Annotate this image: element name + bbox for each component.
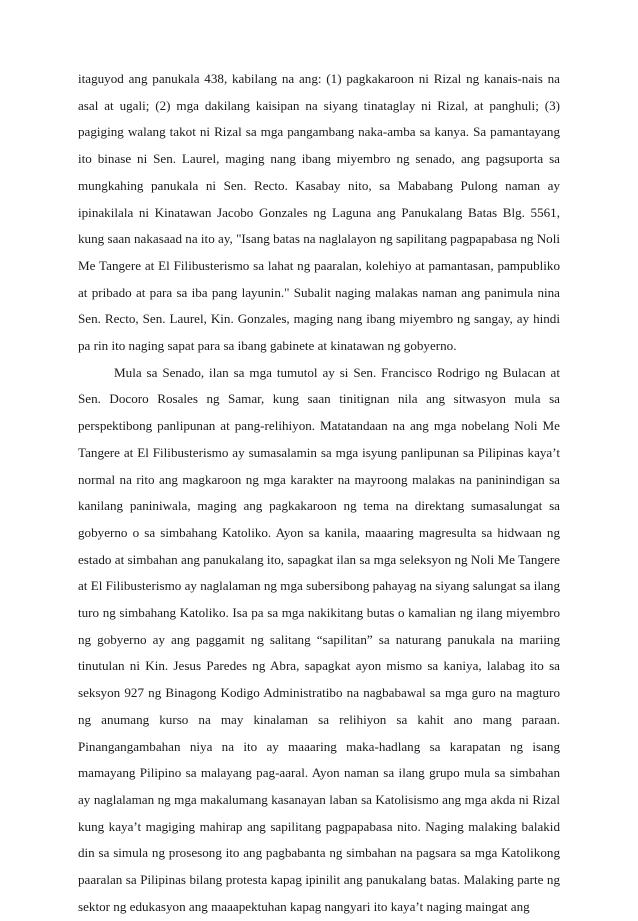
paragraph-1: itaguyod ang panukala 438, kabilang na ang: (1) pagkakaroon ni Rizal ng kanais-nais na asal at ugali; (2) mga dakilang kaisipan na siyang tinataglay ni Rizal, at panghuli; (3) pagiging walang takot ni Rizal sa mga pangambang naka-amba sa kanya. Sa pamantayang ito binase ni Sen. Laurel, maging nang ibang miyembro ng senado, ang pagsuporta sa mungkahing panukala ni Sen. Recto. Kasabay nito, sa Mababang Pulong naman ay ipinakilala ni Kinatawan Jacobo Gonzales ng Laguna ang Panukalang Batas Blg. 5561, kung saan nakasaad na ito ay, "Isang batas na naglalayon ng sapilitang pagpapabasa ng Noli Me Tangere at El Filibusterismo sa lahat ng paaralan, kolehiyo at pamantasan, pampubliko at pribado at para sa iba pang layunin." Subalit naging malakas naman ang panimula nina Sen. Recto, Sen. Laurel, Kin. Gonzales, maging nang ibang miyembro ng sangay, ay hindi pa rin ito naging sapat para sa ibang gabinete at kinatawan ng gobyerno. [78,71,560,354]
document-body [78,66,560,921]
paragraph-2: Mula sa Senado, ilan sa mga tumutol ay si Sen. Francisco Rodrigo ng Bulacan at Sen. Docoro Rosales ng Samar, kung saan tinitignan nila ang sitwasyon mula sa perspektibong panlipunan at pang-relihiyon. Matatandaan na ang mga nobelang Noli Me Tangere at El Filibusterismo ay sumasalamin sa mga isyung panlipunan sa Pilipinas kaya’t normal na rito ang magkaroon ng mga karakter na mayroong malakas na paninindigan sa kanilang paniniwala, maging ang pagkakaroon ng tema na direktang sumasalungat sa gobyerno o sa simbahang Katoliko. Ayon sa kanila, maaaring magresulta sa hidwaan ng estado at simbahan ang panukalang ito, sapagkat ilan sa mga seleksyon ng Noli Me Tangere at El Filibusterismo ay naglalaman ng mga subersibong pahayag na siyang salungat sa ilang turo ng simbahang Katoliko. Isa pa sa mga nakikitang butas o kamalian ng ilang miyembro ng gobyerno ay ang paggamit ng salitang “sapilitan” sa naturang panukala na mariing tinutulan ni Kin. Jesus Paredes ng Abra, sapagkat ayon mismo sa kaniya, lalabag ito sa seksyon 927 ng Binagong Kodigo Administratibo na nagbabawal sa mga guro na magturo ng anumang kurso na may kinalaman sa relihiyon sa kahit ano mang paraan. Pinangangambahan niya na ito ay maaaring maka-hadlang sa karapatan ng isang mamayang Pilipino sa malayang pag-aaral. Ayon naman sa ilang grupo mula sa simbahan ay naglalaman ng mga makalumang kasanayan laban sa Katolisismo ang mga akda ni Rizal kung kaya’t magiging mahirap ang sapilitang pagpapabasa nito. Naging malaking balakid din sa simula ng prosesong ito ang pagbabanta ng simbahan na pagsara sa mga Katolikong paaralan sa Pilipinas bilang protesta kapag ipinilit ang panukalang batas. Malaking parte ng sektor ng edukasyon ang maaapektuhan kapag nangyari ito kaya’t naging maingat ang [78,364,560,914]
